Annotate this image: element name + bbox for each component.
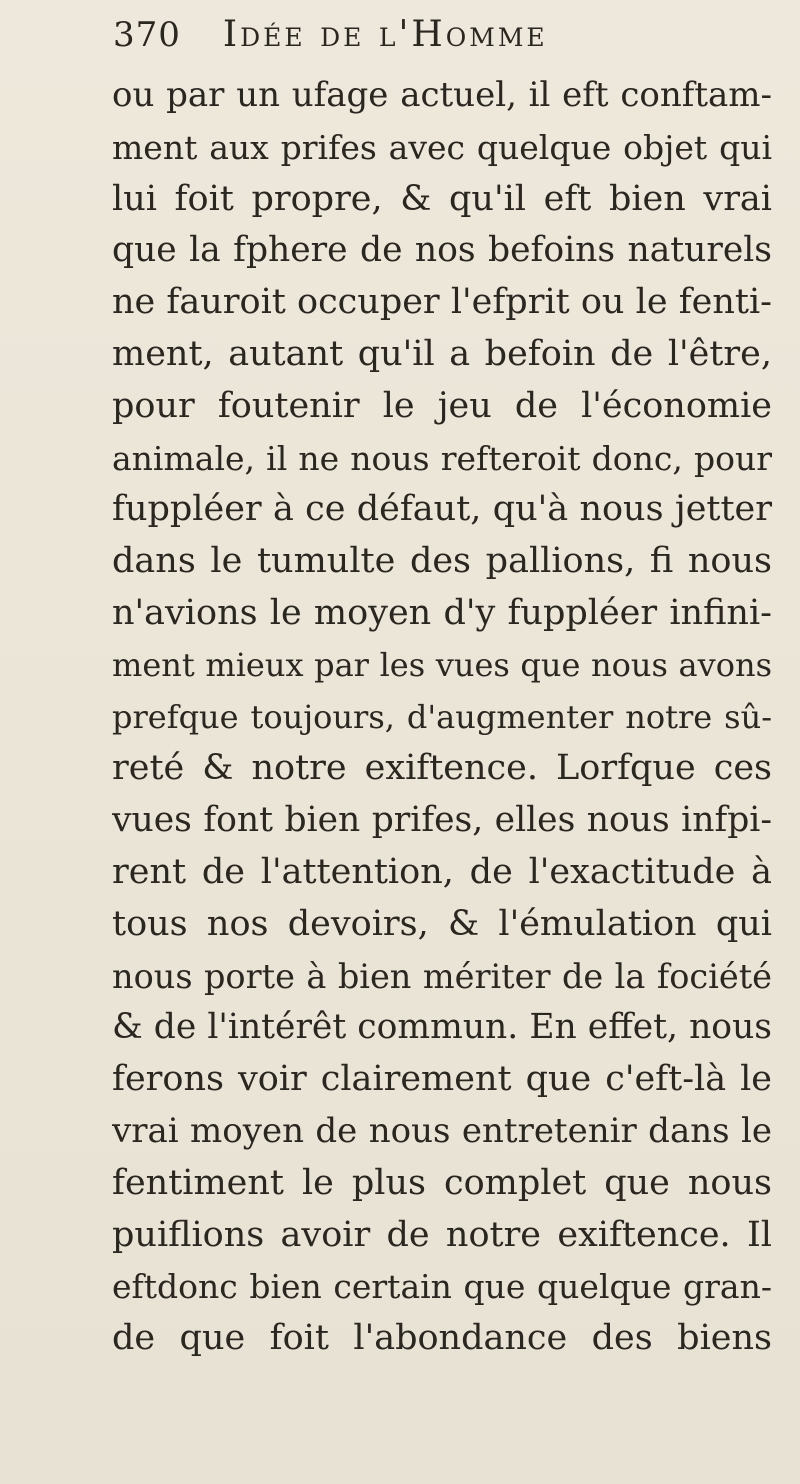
text-line: rent de l'attention, de l'exactitude à bbox=[112, 851, 772, 892]
text-line: vrai moyen de nous entretenir dans le bbox=[112, 1110, 772, 1151]
text-line: fuppléer à ce défaut, qu'à nous jetter bbox=[112, 489, 772, 530]
text-line: lui foit propre, & qu'il eft bien vrai bbox=[112, 178, 772, 219]
text-line: ne fauroit occuper l'efprit ou le fenti- bbox=[112, 282, 772, 323]
text-line: & de l'intérêt commun. En effet, nous bbox=[112, 1007, 772, 1048]
text-line: animale, il ne nous refteroit donc, pour bbox=[112, 438, 772, 478]
text-line: pour foutenir le jeu de l'économie bbox=[112, 385, 772, 426]
text-line: prefque toujours, d'augmenter notre sû- bbox=[112, 697, 772, 736]
page-number: 370 bbox=[113, 15, 181, 55]
page-header bbox=[113, 14, 548, 70]
body-text bbox=[112, 70, 772, 1365]
running-head: Idée de l'Homme bbox=[222, 14, 548, 55]
text-line: nous porte à bien mériter de la fociété bbox=[112, 956, 772, 996]
text-line: puiflions avoir de notre exiftence. Il bbox=[112, 1214, 772, 1255]
text-line: reté & notre exiftence. Lorfque ces bbox=[112, 748, 772, 789]
text-line: dans le tumulte des pallions, fi nous bbox=[112, 541, 772, 582]
text-line: fentiment le plus complet que nous bbox=[112, 1162, 772, 1203]
text-line: ment, autant qu'il a befoin de l'être, bbox=[112, 333, 772, 374]
text-line: n'avions le moyen d'y fuppléer infini- bbox=[112, 592, 772, 633]
text-line: tous nos devoirs, & l'émulation qui bbox=[112, 903, 772, 944]
text-line: de que foit l'abondance des biens bbox=[112, 1318, 772, 1359]
text-line: ment aux prifes avec quelque objet qui bbox=[112, 127, 772, 167]
text-line: ferons voir clairement que c'eft-là le bbox=[112, 1059, 772, 1100]
text-line: ou par un ufage actuel, il eft conftam- bbox=[112, 75, 772, 115]
text-line: ment mieux par les vues que nous avons bbox=[112, 645, 772, 684]
text-line: vues font bien prifes, elles nous infpi- bbox=[112, 800, 772, 841]
text-line: que la fphere de nos befoins naturels bbox=[112, 230, 772, 271]
text-line: eftdonc bien certain que quelque gran- bbox=[112, 1267, 772, 1307]
